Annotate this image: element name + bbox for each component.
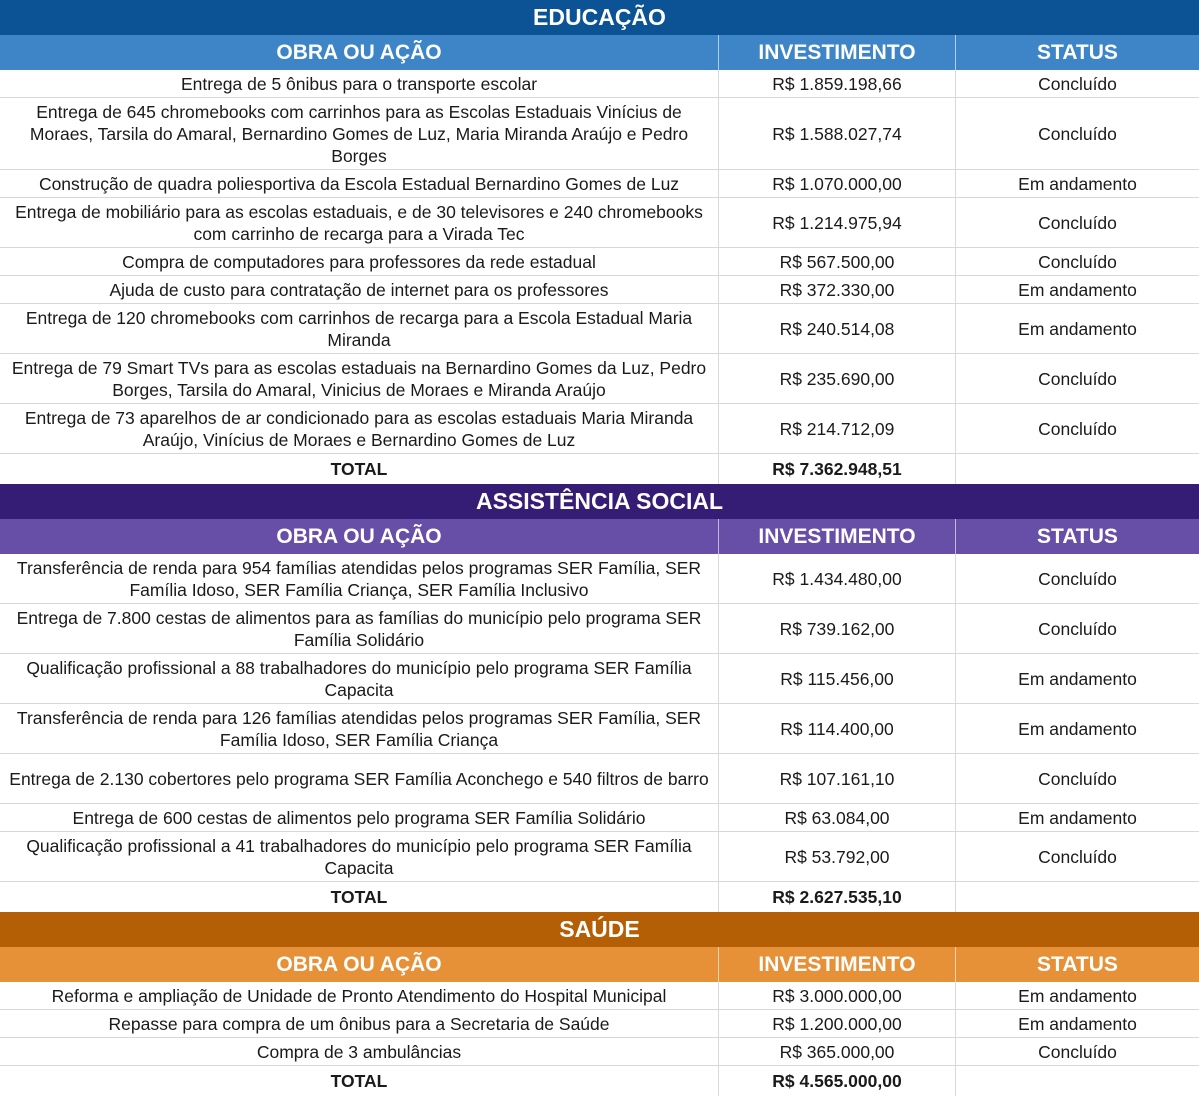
total-status-empty <box>956 1066 1199 1096</box>
table-row <box>0 198 1199 248</box>
status-cell: Em andamento <box>1018 318 1137 339</box>
action-cell: Entrega de 645 chromebooks com carrinhos para as Escolas Estaduais Vinícius de Moraes, Tarsila do Amaral, Bernardino Gomes de Luz, Maria Miranda Araújo e Pedro Borges <box>0 98 719 169</box>
action-cell: Compra de computadores para professores da rede estadual <box>0 248 719 275</box>
table-header <box>0 519 1199 554</box>
column-header-status: STATUS <box>1037 525 1118 548</box>
table-row <box>0 804 1199 832</box>
status-cell: Em andamento <box>1018 173 1137 194</box>
table-row <box>0 1038 1199 1066</box>
investment-cell: R$ 1.200.000,00 <box>719 1010 956 1037</box>
column-header-status: STATUS <box>1037 953 1118 976</box>
investment-cell: R$ 235.690,00 <box>719 354 956 403</box>
action-cell: Entrega de 2.130 cobertores pelo programa SER Família Aconchego e 540 filtros de barro <box>0 754 719 803</box>
status-cell: Em andamento <box>1018 985 1137 1006</box>
investment-cell: R$ 567.500,00 <box>719 248 956 275</box>
investment-cell: R$ 1.070.000,00 <box>719 170 956 197</box>
table-row <box>0 304 1199 354</box>
action-cell: Repasse para compra de um ônibus para a Secretaria de Saúde <box>0 1010 719 1037</box>
table-row <box>0 554 1199 604</box>
investment-cell: R$ 365.000,00 <box>719 1038 956 1065</box>
column-header-investment: INVESTIMENTO <box>719 947 956 982</box>
column-header-action: OBRA OU AÇÃO <box>0 519 719 554</box>
total-row <box>0 882 1199 912</box>
table-row <box>0 704 1199 754</box>
action-cell: Transferência de renda para 126 famílias atendidas pelos programas SER Família, SER Família Idoso, SER Família Criança <box>0 704 719 753</box>
total-status-empty <box>956 454 1199 484</box>
action-cell: Qualificação profissional a 41 trabalhadores do município pelo programa SER Família Capacita <box>0 832 719 881</box>
action-cell: Entrega de 79 Smart TVs para as escolas estaduais na Bernardino Gomes da Luz, Pedro Borges, Tarsila do Amaral, Vinicius de Moraes e Miranda Araújo <box>0 354 719 403</box>
investment-cell: R$ 114.400,00 <box>719 704 956 753</box>
total-row <box>0 1066 1199 1096</box>
status-cell: Concluído <box>1038 1041 1117 1062</box>
status-cell: Em andamento <box>1018 1013 1137 1034</box>
status-cell: Em andamento <box>1018 807 1137 828</box>
section-title: EDUCAÇÃO <box>0 0 1199 35</box>
action-cell: Reforma e ampliação de Unidade de Pronto Atendimento do Hospital Municipal <box>0 982 719 1009</box>
total-label: TOTAL <box>0 1066 719 1096</box>
status-cell: Concluído <box>1038 618 1117 639</box>
action-cell: Entrega de 600 cestas de alimentos pelo programa SER Família Solidário <box>0 804 719 831</box>
action-cell: Ajuda de custo para contratação de internet para os professores <box>0 276 719 303</box>
column-header-investment: INVESTIMENTO <box>719 519 956 554</box>
table-header <box>0 35 1199 70</box>
column-header-action: OBRA OU AÇÃO <box>0 947 719 982</box>
section-educacao <box>0 0 1199 484</box>
total-label: TOTAL <box>0 882 719 912</box>
investment-cell: R$ 1.859.198,66 <box>719 70 956 97</box>
table-row <box>0 70 1199 98</box>
action-cell: Construção de quadra poliesportiva da Escola Estadual Bernardino Gomes de Luz <box>0 170 719 197</box>
column-header-investment: INVESTIMENTO <box>719 35 956 70</box>
action-cell: Transferência de renda para 954 famílias atendidas pelos programas SER Família, SER Família Idoso, SER Família Criança, SER Família Inclusivo <box>0 554 719 603</box>
table-row <box>0 248 1199 276</box>
investment-cell: R$ 3.000.000,00 <box>719 982 956 1009</box>
investment-cell: R$ 372.330,00 <box>719 276 956 303</box>
status-cell: Em andamento <box>1018 668 1137 689</box>
action-cell: Entrega de 5 ônibus para o transporte escolar <box>0 70 719 97</box>
status-cell: Concluído <box>1038 73 1117 94</box>
section-title: ASSISTÊNCIA SOCIAL <box>0 484 1199 519</box>
status-cell: Concluído <box>1038 251 1117 272</box>
section-assistencia-social <box>0 484 1199 912</box>
total-value: R$ 4.565.000,00 <box>719 1066 956 1096</box>
status-cell: Em andamento <box>1018 279 1137 300</box>
section-saude <box>0 912 1199 1096</box>
status-cell: Concluído <box>1038 123 1117 144</box>
column-header-action: OBRA OU AÇÃO <box>0 35 719 70</box>
table-row <box>0 832 1199 882</box>
section-title: SAÚDE <box>0 912 1199 947</box>
table-row <box>0 982 1199 1010</box>
investment-cell: R$ 1.588.027,74 <box>719 98 956 169</box>
investment-cell: R$ 739.162,00 <box>719 604 956 653</box>
action-cell: Entrega de 73 aparelhos de ar condicionado para as escolas estaduais Maria Miranda Araújo, Vinícius de Moraes e Bernardino Gomes de Luz <box>0 404 719 453</box>
investment-cell: R$ 240.514,08 <box>719 304 956 353</box>
status-cell: Concluído <box>1038 568 1117 589</box>
status-cell: Concluído <box>1038 768 1117 789</box>
table-row <box>0 404 1199 454</box>
total-value: R$ 7.362.948,51 <box>719 454 956 484</box>
table-row <box>0 98 1199 170</box>
investment-cell: R$ 107.161,10 <box>719 754 956 803</box>
status-cell: Concluído <box>1038 846 1117 867</box>
action-cell: Compra de 3 ambulâncias <box>0 1038 719 1065</box>
table-row <box>0 754 1199 804</box>
table-row <box>0 654 1199 704</box>
table-row <box>0 604 1199 654</box>
investment-cell: R$ 63.084,00 <box>719 804 956 831</box>
total-label: TOTAL <box>0 454 719 484</box>
investment-cell: R$ 214.712,09 <box>719 404 956 453</box>
investment-cell: R$ 1.434.480,00 <box>719 554 956 603</box>
column-header-status: STATUS <box>1037 41 1118 64</box>
total-status-empty <box>956 882 1199 912</box>
table-row <box>0 276 1199 304</box>
status-cell: Concluído <box>1038 418 1117 439</box>
total-value: R$ 2.627.535,10 <box>719 882 956 912</box>
table-header <box>0 947 1199 982</box>
status-cell: Em andamento <box>1018 718 1137 739</box>
action-cell: Entrega de 120 chromebooks com carrinhos de recarga para a Escola Estadual Maria Miranda <box>0 304 719 353</box>
table-row <box>0 1010 1199 1038</box>
investment-cell: R$ 115.456,00 <box>719 654 956 703</box>
table-row <box>0 354 1199 404</box>
table-row <box>0 170 1199 198</box>
total-row <box>0 454 1199 484</box>
status-cell: Concluído <box>1038 368 1117 389</box>
investment-cell: R$ 53.792,00 <box>719 832 956 881</box>
action-cell: Entrega de 7.800 cestas de alimentos para as famílias do município pelo programa SER Família Solidário <box>0 604 719 653</box>
investment-cell: R$ 1.214.975,94 <box>719 198 956 247</box>
action-cell: Entrega de mobiliário para as escolas estaduais, e de 30 televisores e 240 chromebooks com carrinho de recarga para a Virada Tec <box>0 198 719 247</box>
status-cell: Concluído <box>1038 212 1117 233</box>
action-cell: Qualificação profissional a 88 trabalhadores do município pelo programa SER Família Capacita <box>0 654 719 703</box>
